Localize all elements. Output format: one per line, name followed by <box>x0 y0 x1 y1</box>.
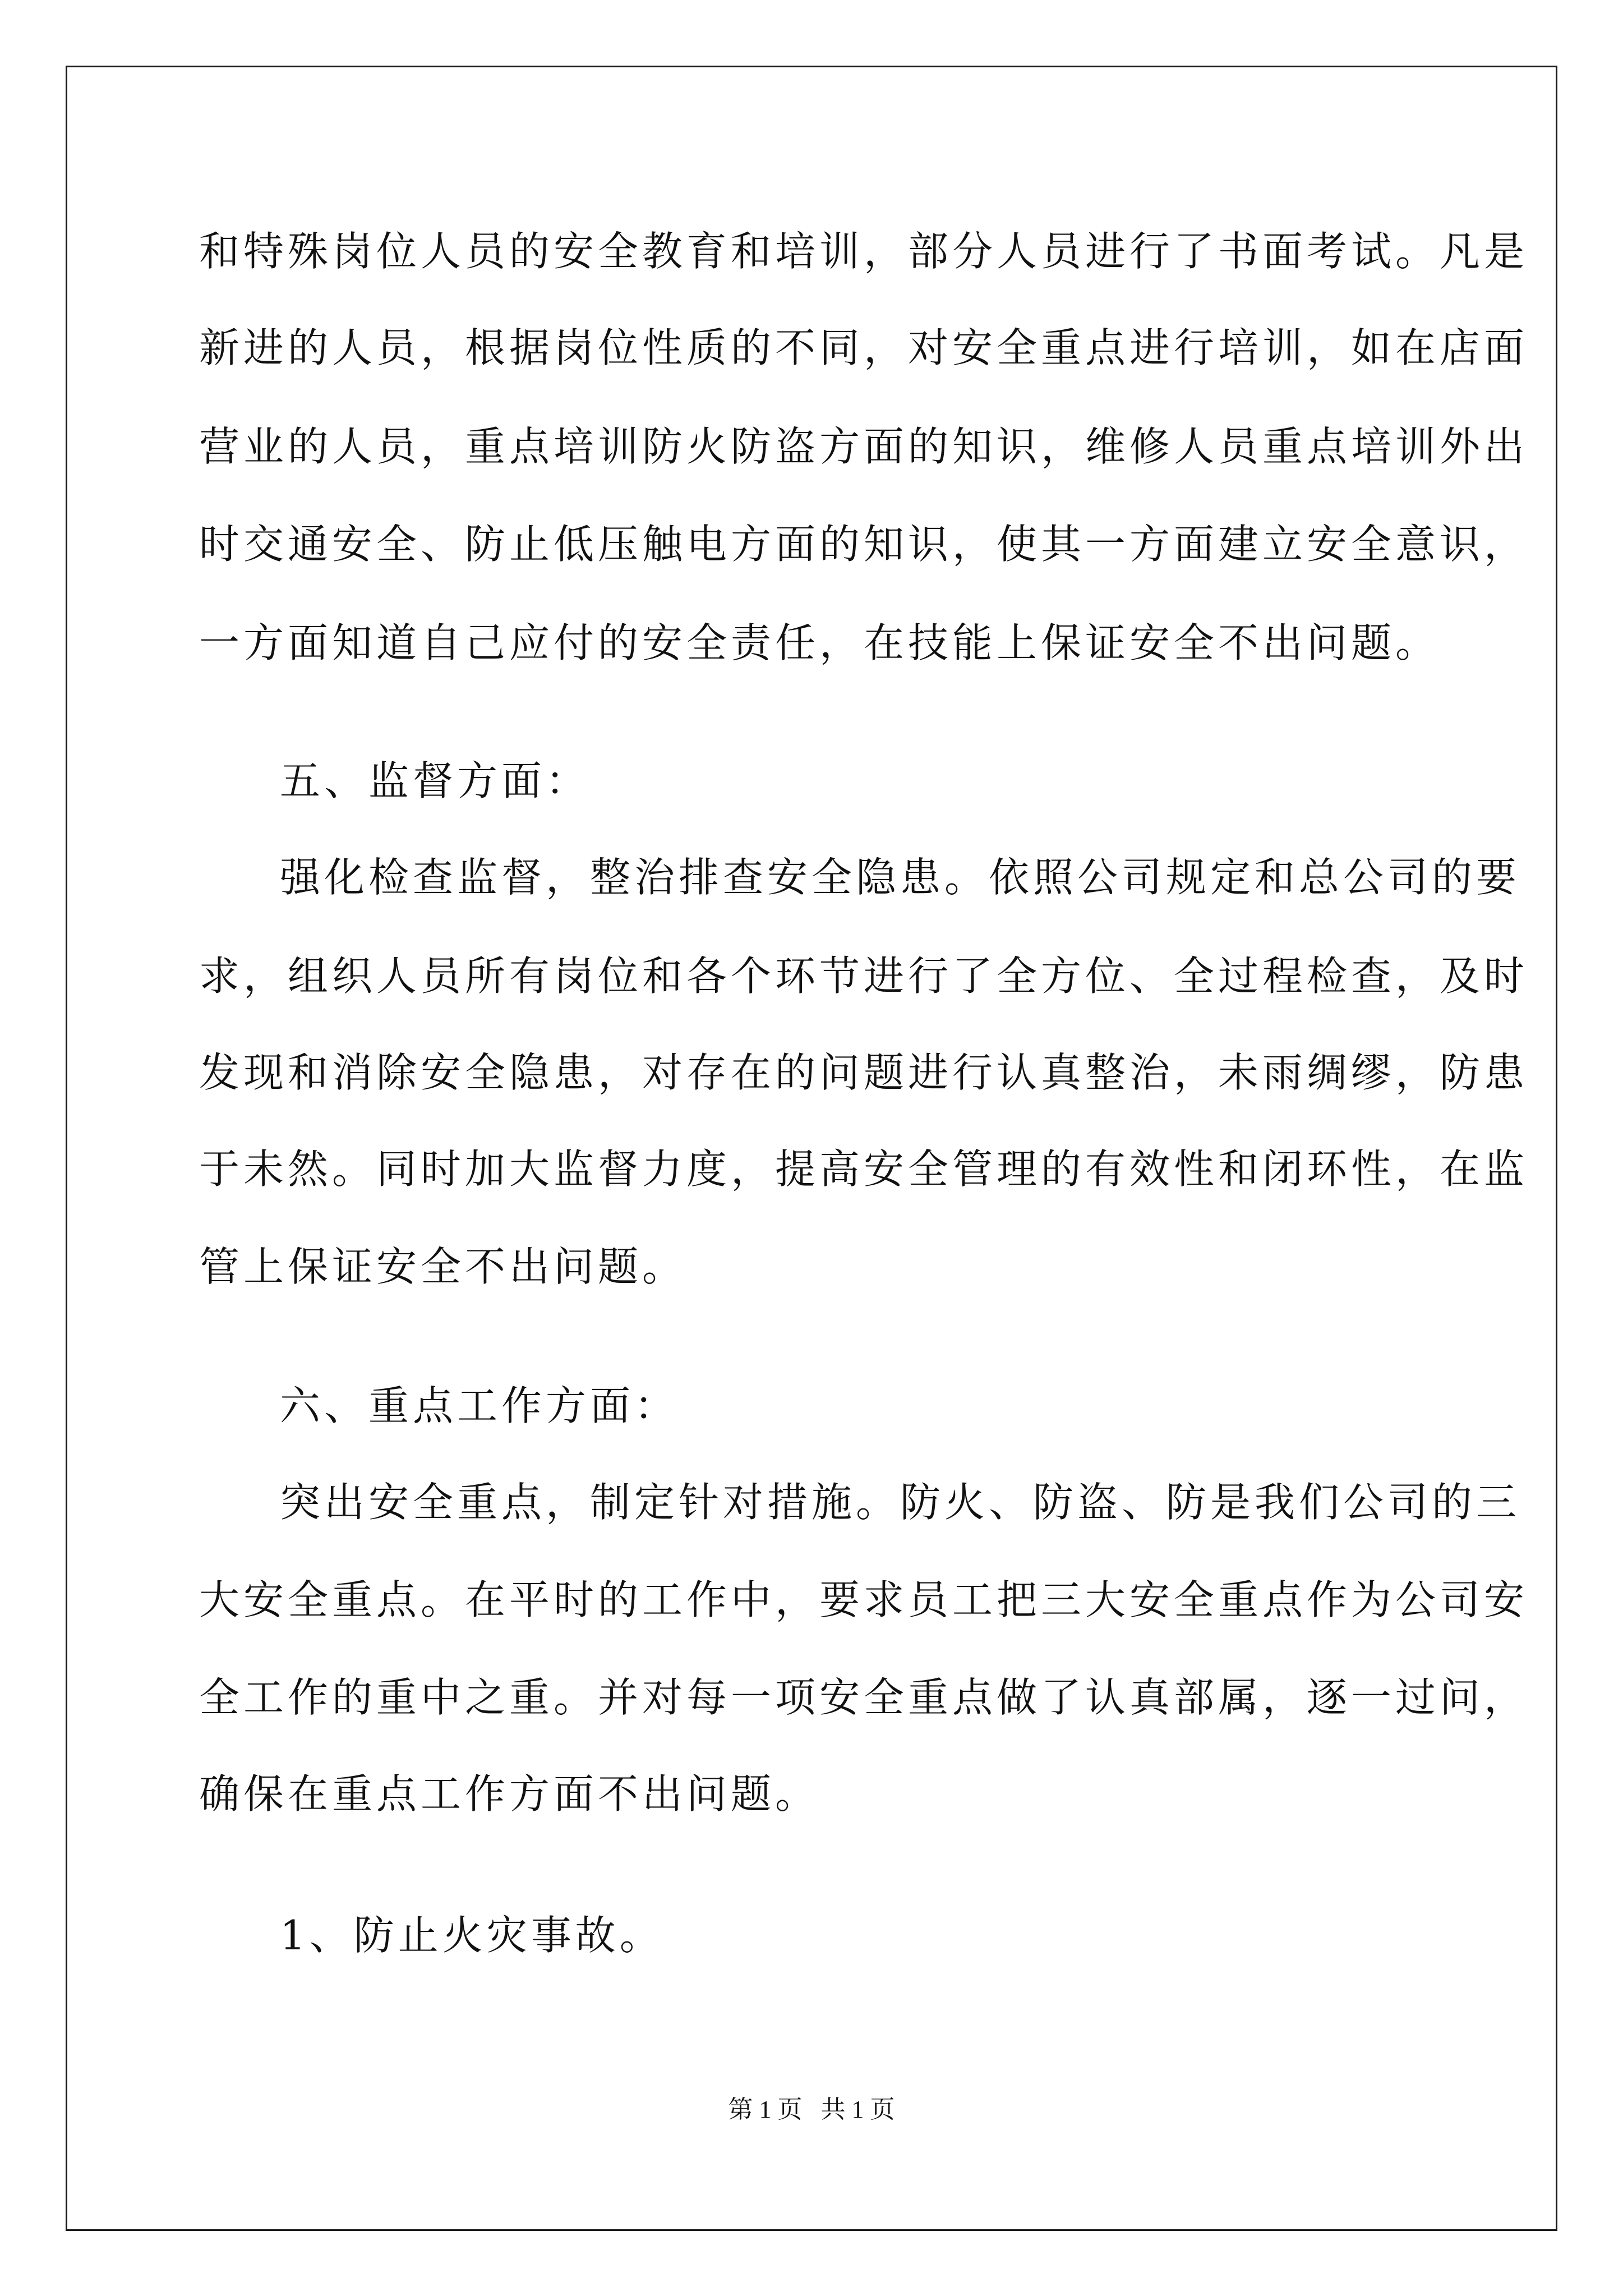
paragraph-line: 时交通安全、防止低压触电方面的知识，使其一方面建立安全意识， <box>199 521 1529 568</box>
paragraph-line: 突出安全重点，制定针对措施。防火、防盗、防是我们公司的三 <box>280 1479 1521 1526</box>
paragraph-line: 大安全重点。在平时的工作中，要求员工把三大安全重点作为公司安 <box>199 1576 1529 1623</box>
paragraph-line: 全工作的重中之重。并对每一项安全重点做了认真部属，逐一过问， <box>199 1674 1529 1721</box>
list-item: 1、防止火灾事故。 <box>280 1912 664 1959</box>
paragraph-line: 新进的人员，根据岗位性质的不同，对安全重点进行培训，如在店面 <box>199 324 1529 371</box>
paragraph-line: 确保在重点工作方面不出问题。 <box>199 1770 820 1818</box>
section-heading: 六、重点工作方面： <box>280 1382 679 1429</box>
paragraph-line: 求，组织人员所有岗位和各个环节进行了全方位、全过程检查，及时 <box>199 953 1529 1000</box>
paragraph-line: 强化检查监督，整治排查安全隐患。依照公司规定和总公司的要 <box>280 854 1521 901</box>
paragraph-line: 一方面知道自己应付的安全责任，在技能上保证安全不出问题。 <box>199 619 1440 666</box>
paragraph-line: 营业的人员，重点培训防火防盗方面的知识，维修人员重点培训外出 <box>199 423 1529 470</box>
page-number-footer: 第 1 页 共 1 页 <box>728 2096 895 2123</box>
section-heading: 五、监督方面： <box>280 757 591 804</box>
paragraph-line: 和特殊岗位人员的安全教育和培训，部分人员进行了书面考试。凡是 <box>199 228 1529 275</box>
paragraph-line: 发现和消除安全隐患，对存在的问题进行认真整治，未雨绸缪，防患 <box>199 1049 1529 1096</box>
paragraph-line: 于未然。同时加大监督力度，提高安全管理的有效性和闭环性，在监 <box>199 1145 1529 1193</box>
paragraph-line: 管上保证安全不出问题。 <box>199 1243 687 1290</box>
